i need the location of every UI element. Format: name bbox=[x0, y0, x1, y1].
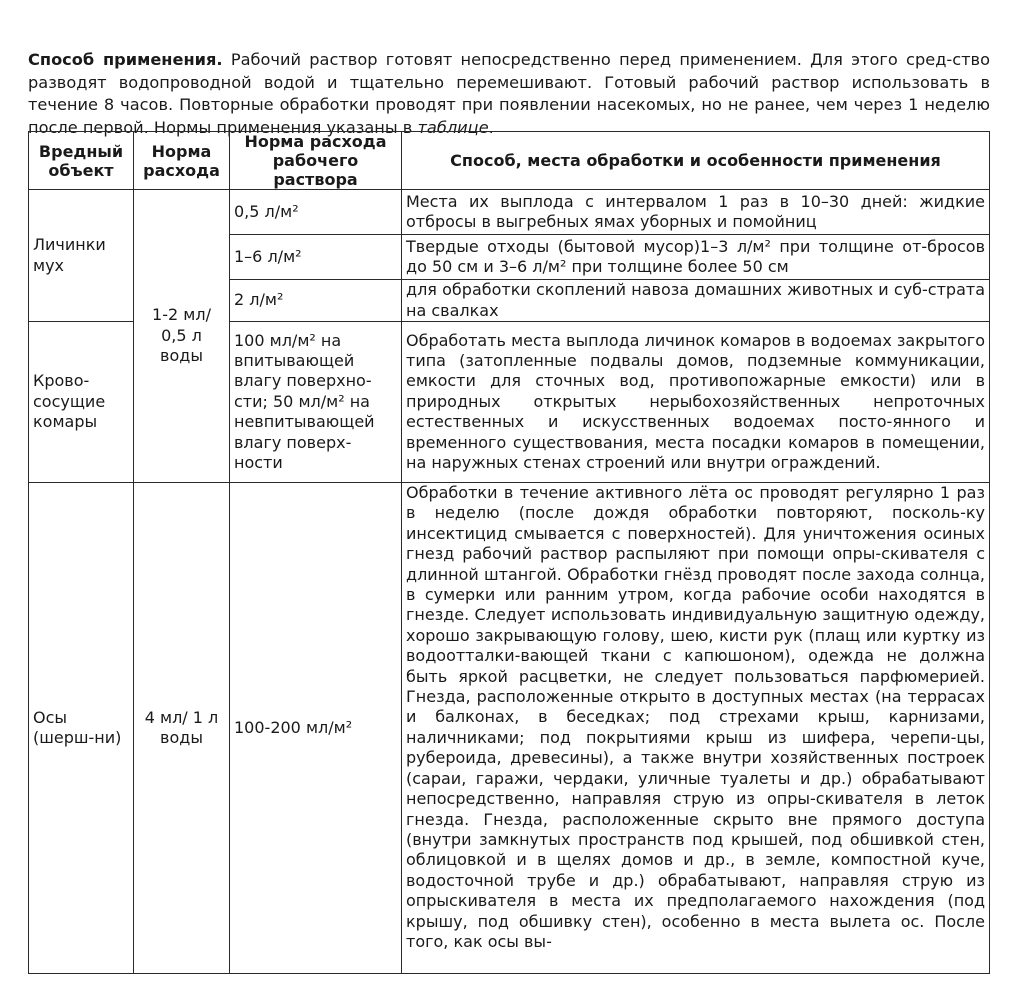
rate-cell: 100 мл/м² на впитывающей влагу поверхно-сти; 50 мл/м² на невпитывающей влагу поверх-ности bbox=[230, 322, 402, 483]
table-header-row bbox=[29, 132, 990, 190]
header-norm: Норма расхода bbox=[134, 132, 230, 190]
rate-cell: 0,5 л/м² bbox=[230, 190, 402, 235]
rate-cell: 2 л/м² bbox=[230, 280, 402, 322]
header-solution-rate: Норма расхода рабочего раствора bbox=[230, 132, 402, 190]
header-method: Способ, места обработки и особенности применения bbox=[402, 132, 990, 190]
method-cell: Обработки в течение активного лёта ос проводят регулярно 1 раз в неделю (после дождя обработки повторяют, посколь-ку инсектицид смывается с поверхностей). Для уничтожения осиных гнезд рабочий раствор распыляют при помощи опры-скивателя с длинной штангой. Обработки гнёзд проводят после захода солнца, в сумерки или ранним утром, когда рабочие особи находятся в гнезде. Следует использовать индивидуальную защитную одежду, хорошо закрывающую голову, шею, кисти рук (плащ или куртку из водоотталки-вающей ткани с капюшоном), одежда не должна быть яркой расцветки, не следует пользоваться парфюмерией. Гнезда, расположенные открыто в доступных местах (на террасах и балконах, в беседках; под стрехами крыш, карнизами, наличниками; под покрытиями крыш из шифера, черепи-цы, рубероида, древесины), а также внутри хозяйственных построек (сараи, гаражи, чердаки, уличные туалеты и др.) обрабатывают непосредственно, направляя струю из опры-скивателя в леток гнезда. Гнезда, расположенные скрыто вне прямого доступа (внутри замкнутых пространств под крышей, под обшивкой стен, облицовкой и в щелях домов и др., в земле, компостной куче, водосточной трубе и др.) обрабатывают, направляя струю из опрыскивателя в места их предполагаемого нахождения (под крышу, под обшивку стен), особенно в места вылета ос. После того, как осы вы- bbox=[402, 483, 990, 974]
header-object: Вредный объект bbox=[29, 132, 134, 190]
method-cell: Обработать места выплода личинок комаров в водоемах закрытого типа (затопленные подвалы домов, подземные коммуникации, емкости для сточных вод, противопожарные емкости) или в природных открытых нерыбохозяйственных непроточных естественных и искусственных водоемах посто-янного и временного существования, места посадки комаров в помещении, на наружных стенах строений или внутри ограждений. bbox=[402, 322, 990, 483]
application-table bbox=[28, 131, 990, 974]
rate-cell: 100-200 мл/м² bbox=[230, 483, 402, 974]
table-row bbox=[29, 190, 990, 235]
method-cell: Твердые отходы (бытовой мусор)1–3 л/м² при толщине от-бросов до 50 см и 3–6 л/м² при толщине более 50 см bbox=[402, 235, 990, 280]
intro-italic: таблице bbox=[417, 117, 489, 137]
intro-text: Рабочий раствор готовят непосредственно перед применением. Для этого сред-ство разводят водопроводной водой и тщательно перемешивают. Готовый рабочий раствор использовать в течение 8 часов. Повторные обработки проводят при появлении насекомых, но не ранее, чем через 1 неделю после первой. Нормы применения указаны в bbox=[28, 50, 990, 137]
object-wasps: Осы (шерш-ни) bbox=[29, 483, 134, 974]
rate-cell: 1–6 л/м² bbox=[230, 235, 402, 280]
method-cell: для обработки скоплений навоза домашних животных и суб-страта на свалках bbox=[402, 280, 990, 322]
norm-wasps: 4 мл/ 1 л воды bbox=[134, 483, 230, 974]
shared-norm: 1-2 мл/ 0,5 л воды bbox=[134, 190, 230, 483]
table-row bbox=[29, 483, 990, 974]
object-mosquitoes: Крово-сосущие комары bbox=[29, 322, 134, 483]
intro-end: . bbox=[488, 117, 494, 137]
intro-paragraph bbox=[28, 49, 990, 139]
method-cell: Места их выплода с интервалом 1 раз в 10–30 дней: жидкие отбросы в выгребных ямах уборных и помойниц bbox=[402, 190, 990, 235]
intro-lead: Способ применения. bbox=[28, 50, 223, 70]
object-flies: Личинки мух bbox=[29, 190, 134, 322]
